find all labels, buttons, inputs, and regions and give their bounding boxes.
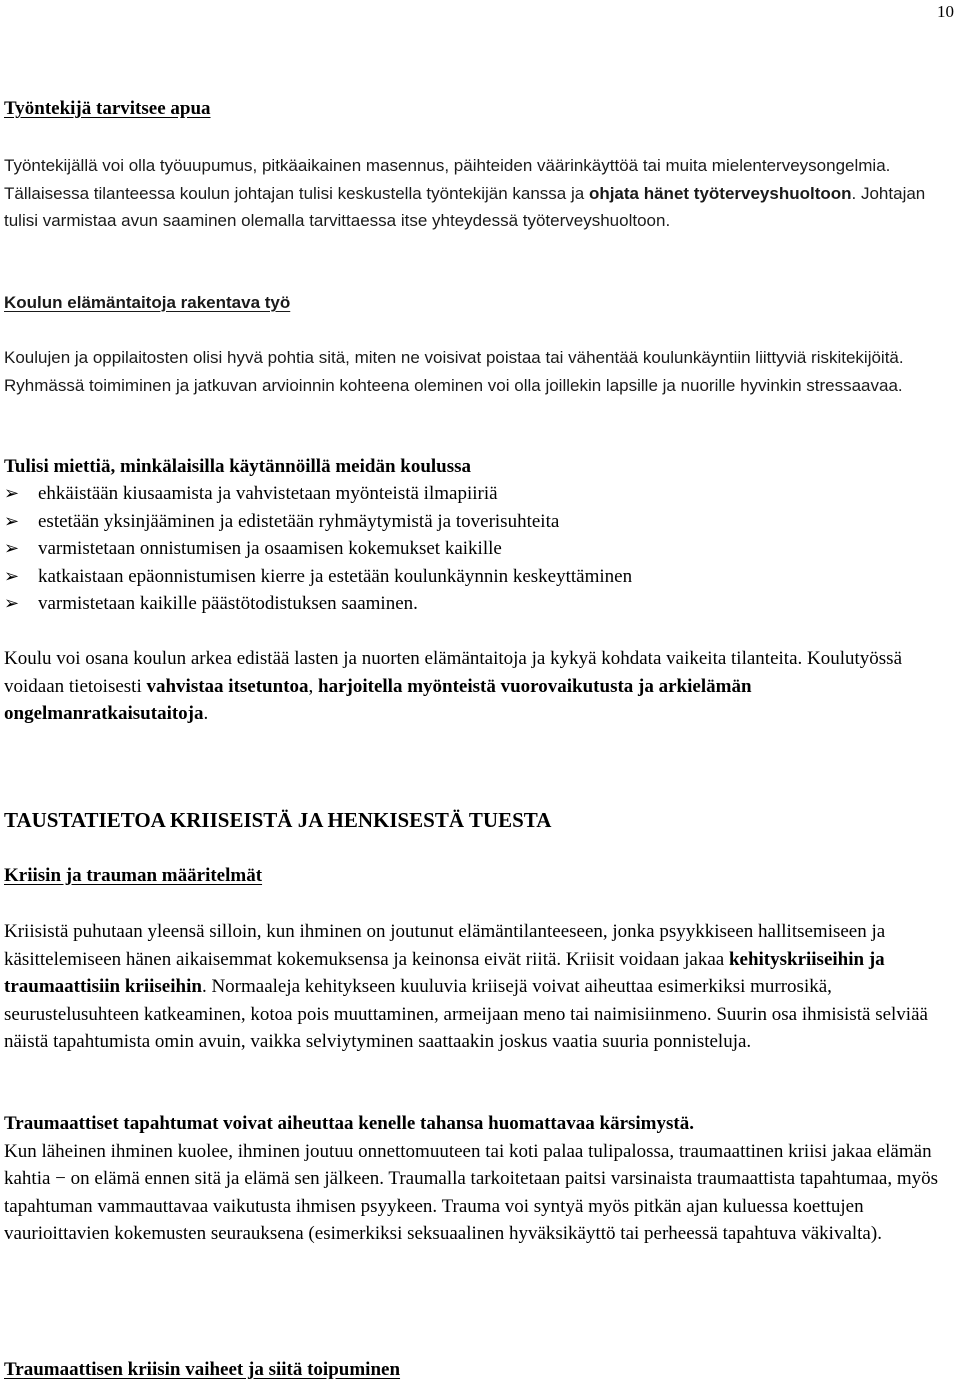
paragraph-text: Kriisistä puhutaan yleensä silloin, kun ihminen on joutunut elämäntilanteeseen, jonka psyykkiseen hallitsemiseen ja käsittelemiseen hänen aikaisemmat kokemuksensa ja keinonsa eivät riitä. Kriisit voidaan jakaa (4, 921, 886, 970)
paragraph-tyontekija (4, 152, 954, 235)
arrow-bullet-icon: ➢ (4, 538, 20, 558)
paragraph-emphasis: ohjata hänet työterveyshuoltoon (588, 183, 852, 203)
page-number: 10 (937, 2, 954, 21)
paragraph-text: Koulu voi osana koulun arkea edistää lasten ja nuorten elämäntaitoja ja kykyä kohdata vaikeita tilanteita. Koulutyössä voidaan tietoisesti (4, 648, 903, 697)
arrow-bullet-icon: ➢ (4, 483, 20, 503)
paragraph-text: Ryhmässä toimiminen ja jatkuvan arvioinnin kohteena oleminen voi olla joillekin lapsille ja nuorille hyvinkin stressaavaa. (4, 375, 903, 395)
list-item (4, 563, 954, 591)
list-item (4, 508, 954, 536)
arrow-bullet-icon: ➢ (4, 510, 20, 531)
list-item-text: varmistetaan kaikille päästötodistuksen saaminen. (38, 593, 418, 614)
list-item (4, 590, 954, 618)
list-item-text: estetään yksinjääminen ja edistetään ryhmäytymistä ja toverisuhteita (38, 510, 560, 532)
paragraph-text: Kun läheinen ihminen kuolee, ihminen joutuu onnettomuuteen tai koti palaa tulipalossa, traumaattinen kriisi jakaa elämän kahtia − on elämä ennen sitä ja elämä sen jälkeen. Traumalla tarkoitetaan paitsi varsinaista traumaattista tapahtumaa, myös tapahtuman vammauttavaa vaikutusta ihmisen psyykeen. Trauma voi syntyä myös pitkän ajan kuluessa koettujen vaurioittavien kokemusten seurauksena (esimerkiksi seksuaalinen hyväksikäyttö tai perheessä tapahtuva väkivalta). (4, 1140, 939, 1244)
paragraph-koulujen (4, 344, 954, 399)
paragraph-emphasis: harjoitella myönteistä vuorovaikutusta ja arkielämän ongelmanratkaisutaitoja (4, 675, 752, 724)
arrow-bullet-icon: ➢ (4, 593, 20, 613)
paragraph-text: Koulujen ja oppilaitosten olisi hyvä pohtia sitä, miten ne voisivat poistaa tai vähentää koulunkäyntiin liittyviä riskitekijöitä. (4, 348, 904, 367)
paragraph-traumaattiset (4, 1110, 954, 1248)
paragraph-text: . Normaaleja kehitykseen kuuluvia kriisejä voivat aiheuttaa esimerkiksi murrosikä, seurustelusuhteen katkeaminen, kotoa pois muuttaminen, armeijaan meno tai naimisiinmeno. Suurin osa ihmisistä selviää näistä tapahtumista omin avuin, vaikka selviytyminen saattaakin joskus vaatia suuria ponnisteluja. (4, 976, 928, 1052)
heading-traumaattisen-kriisin-vaiheet: Traumaattisen kriisin vaiheet ja siitä toipuminen (4, 1359, 401, 1380)
paragraph-koulu (4, 645, 954, 728)
paragraph-lead: Traumaattiset tapahtumat voivat aiheuttaa kenelle tahansa huomattavaa kärsimystä. (4, 1113, 694, 1134)
arrow-bullet-icon: ➢ (4, 565, 20, 586)
paragraph-text: Työntekijällä voi olla työuupumus, pitkäaikainen masennus, päihteiden väärinkäyttöä tai muita mielenterveysongelmia. Tällaisessa tilanteessa koulun johtajan tulisi keskustella työntekijän kanssa ja (4, 156, 891, 203)
paragraph-text: , (308, 675, 319, 697)
list-item (4, 535, 954, 563)
section-title-taustatietoa: TAUSTATIETOA KRIISEISTÄ JA HENKISESTÄ TUESTA (4, 808, 552, 832)
list-item-text: ehkäistään kiusaamista ja vahvistetaan myönteistä ilmapiiriä (38, 483, 498, 504)
paragraph-text: . Johtajan tulisi varmistaa avun saaminen olemalla tarvittaessa itse yhteydessä työterveyshuoltoon. (4, 183, 926, 230)
bullet-list (4, 480, 954, 618)
list-item (4, 480, 954, 508)
paragraph-emphasis: kehityskriiseihin ja traumaattisiin kriiseihin (4, 948, 885, 997)
list-intro: Tulisi miettiä, minkälaisilla käytännöillä meidän koulussa (4, 456, 472, 477)
heading-tyontekija-tarvitsee-apua: Työntekijä tarvitsee apua (4, 98, 211, 119)
list-item-text: varmistetaan onnistumisen ja osaamisen kokemukset kaikille (38, 538, 502, 559)
paragraph-emphasis: vahvistaa itsetuntoa (146, 675, 309, 697)
heading-koulun-elamantaitoja: Koulun elämäntaitoja rakentava työ (4, 293, 291, 312)
paragraph-kriisista (4, 918, 954, 1056)
paragraph-text: . (203, 703, 209, 724)
list-item-text: katkaistaan epäonnistumisen kierre ja estetään koulunkäynnin keskeyttäminen (38, 565, 633, 587)
heading-kriisin-ja-trauman: Kriisin ja trauman määritelmät (4, 865, 263, 886)
